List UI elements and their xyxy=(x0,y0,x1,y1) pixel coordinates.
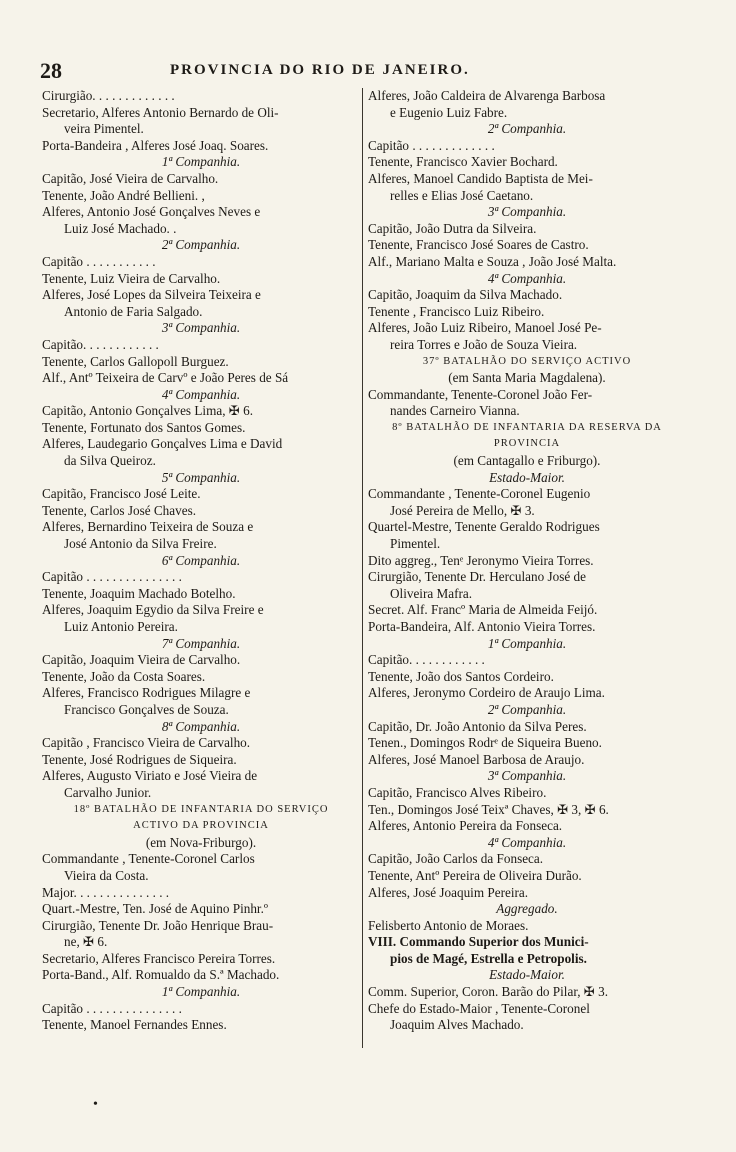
entry-line: Capitão, João Dutra da Silveira. xyxy=(368,220,537,236)
entry-line: Alferes, José Manoel Barbosa de Araujo. xyxy=(368,751,585,767)
entry-line: Chefe do Estado-Maior , Tenente-Coronel xyxy=(368,1000,590,1016)
ink-speck: • xyxy=(93,1097,98,1112)
location-note: (em Nova-Friburgo). xyxy=(145,834,257,850)
entry-line: Capitão, João Carlos da Fonseca. xyxy=(368,851,544,867)
entry-line: Alferes, Francisco Rodrigues Milagre e xyxy=(42,685,251,701)
section-heading: 3ª Companhia. xyxy=(161,320,241,336)
entry-line: Alferes, Bernardino Teixeira de Souza e xyxy=(42,519,254,535)
entry-continuation: reira Torres e João de Souza Vieira. xyxy=(390,336,578,352)
section-heading: 1ª Companhia. xyxy=(487,635,567,651)
entry-line: Alferes, Jeronymo Cordeiro de Araujo Lima. xyxy=(368,685,605,701)
entry-line: Capitão . . . . . . . . . . . . . . . xyxy=(42,1000,182,1016)
entry-line: Tenente, Fortunato dos Santos Gomes. xyxy=(42,419,246,435)
entry-continuation: Luiz José Machado. . xyxy=(64,220,177,236)
entry-line: Tenente, João dos Santos Cordeiro. xyxy=(368,668,554,684)
entry-line: Tenente, Manoel Fernandes Ennes. xyxy=(42,1017,227,1033)
entry-continuation: Carvalho Junior. xyxy=(64,784,152,800)
entry-line: Alferes, Augusto Viriato e José Vieira de xyxy=(42,768,258,784)
column-divider xyxy=(362,88,363,1048)
entry-line: Capitão . . . . . . . . . . . . . xyxy=(368,137,495,153)
entry-line: Alferes, Joaquim Egydio da Silva Freire e xyxy=(42,602,264,618)
entry-line: Porta-Bandeira , Alferes José Joaq. Soares. xyxy=(42,137,269,153)
section-heading: 2ª Companhia. xyxy=(487,701,567,717)
section-heading: 1ª Companhia. xyxy=(161,984,241,1000)
entry-line: Alferes, Laudegario Gonçalves Lima e David xyxy=(42,436,283,452)
section-heading: 1ª Companhia. xyxy=(161,154,241,170)
location-note: (em Cantagallo e Friburgo). xyxy=(453,453,601,469)
entry-line: Commandante, Tenente-Coronel João Fer- xyxy=(368,386,593,402)
entry-line: Tenente, Carlos José Chaves. xyxy=(42,502,196,518)
entry-line: Dito aggreg., Tenᵉ Jeronymo Vieira Torres. xyxy=(368,552,594,568)
entry-line: Ten., Domingos José Teixª Chaves, ✠ 3, ✠ 6. xyxy=(368,801,609,817)
entry-line: Alferes, João Caldeira de Alvarenga Barbosa xyxy=(368,88,606,103)
section-heading: Aggregado. xyxy=(496,901,558,917)
entry-continuation: da Silva Queiroz. xyxy=(64,453,156,469)
entry-continuation: José Antonio da Silva Freire. xyxy=(64,536,217,552)
entry-continuation: Francisco Gonçalves de Souza. xyxy=(64,701,229,717)
section-heading: 5ª Companhia. xyxy=(161,469,241,485)
battalion-heading: 18º BATALHÃO DE INFANTARIA DO SERVIÇO xyxy=(73,803,329,815)
entry-line: Tenen., Domingos Rodrᵉ de Siqueira Bueno. xyxy=(368,735,602,751)
entry-line: Capitão. . . . . . . . . . . . xyxy=(368,652,485,668)
battalion-heading: 37º BATALHÃO DO SERVIÇO ACTIVO xyxy=(422,355,632,367)
entry-continuation: Vieira da Costa. xyxy=(64,867,149,883)
entry-continuation: veira Pimentel. xyxy=(64,121,144,137)
entry-line: Alferes, José Joaquim Pereira. xyxy=(368,884,529,900)
section-heading: Estado-Maior. xyxy=(489,967,565,983)
entry-line: Commandante , Tenente-Coronel Eugenio xyxy=(368,486,591,502)
section-heading: Estado-Maior. xyxy=(489,469,565,485)
entry-line: Cirurgião. . . . . . . . . . . . . xyxy=(42,88,175,103)
entry-line: Capitão, Francisco José Leite. xyxy=(42,486,201,502)
entry-line: Tenente, Luiz Vieira de Carvalho. xyxy=(42,270,221,286)
entry-line: Secret. Alf. Francº Maria de Almeida Feijó. xyxy=(368,602,598,618)
entry-line: Porta-Bandeira, Alf. Antonio Vieira Torres. xyxy=(368,619,596,634)
section-heading: 3ª Companhia. xyxy=(487,204,567,220)
page-header xyxy=(40,58,700,84)
entry-line: Tenente, Carlos Gallopoll Burguez. xyxy=(42,353,229,369)
entry-continuation: Joaquim Alves Machado. xyxy=(390,1017,524,1033)
entry-line: Capitão, Joaquim Vieira de Carvalho. xyxy=(42,652,241,668)
section-heading: 2ª Companhia. xyxy=(161,237,241,253)
command-heading: VIII. Commando Superior dos Munici- xyxy=(368,934,589,950)
entry-line: Quart.-Mestre, Ten. José de Aquino Pinhr.º xyxy=(42,901,268,917)
entry-line: Cirurgião, Tenente Dr. Herculano José de xyxy=(368,569,586,585)
section-heading: 7ª Companhia. xyxy=(161,635,241,651)
page-number: 28 xyxy=(40,58,62,83)
entry-line: Tenente, João André Bellieni. , xyxy=(42,187,205,203)
left-column xyxy=(42,88,360,1034)
entry-line: Alferes, João Luiz Ribeiro, Manoel José Pe- xyxy=(368,320,602,336)
entry-continuation: Antonio de Faria Salgado. xyxy=(64,303,203,319)
entry-continuation: ne, ✠ 6. xyxy=(64,934,108,950)
section-heading: 4ª Companhia. xyxy=(487,834,567,850)
entry-line: Porta-Band., Alf. Romualdo da S.ª Machado. xyxy=(42,967,280,983)
entry-line: Capitão , Francisco Vieira de Carvalho. xyxy=(42,735,251,751)
entry-line: Cirurgião, Tenente Dr. João Henrique Brau- xyxy=(42,917,274,933)
entry-line: Tenente, Antº Pereira de Oliveira Durão. xyxy=(368,867,582,883)
battalion-heading: ACTIVO DA PROVINCIA xyxy=(133,820,269,832)
battalion-heading: 8º BATALHÃO DE INFANTARIA DA RESERVA DA xyxy=(392,421,662,433)
entry-line: Tenente, Francisco Xavier Bochard. xyxy=(368,154,558,170)
entry-line: Capitão, Antonio Gonçalves Lima, ✠ 6. xyxy=(42,403,254,419)
section-heading: 6ª Companhia. xyxy=(161,552,241,568)
entry-line: Secretario, Alferes Francisco Pereira Torres. xyxy=(42,950,276,966)
entry-line: Felisberto Antonio de Moraes. xyxy=(368,917,529,933)
entry-continuation: nandes Carneiro Vianna. xyxy=(390,403,520,419)
entry-line: Capitão . . . . . . . . . . . xyxy=(42,253,156,269)
entry-line: Alf., Antº Teixeira de Carvº e João Peres de Sá xyxy=(42,370,289,386)
entry-line: Capitão, José Vieira de Carvalho. xyxy=(42,170,219,186)
entry-continuation: Pimentel. xyxy=(390,536,441,552)
entry-line: Capitão. . . . . . . . . . . . xyxy=(42,336,159,352)
entry-continuation: relles e Elias José Caetano. xyxy=(390,187,534,203)
entry-continuation: Oliveira Mafra. xyxy=(390,585,473,601)
entry-continuation: Luiz Antonio Pereira. xyxy=(64,619,178,634)
entry-line: Capitão, Joaquim da Silva Machado. xyxy=(368,287,563,303)
entry-line: Tenente, Joaquim Machado Botelho. xyxy=(42,585,236,601)
entry-line: Capitão . . . . . . . . . . . . . . . xyxy=(42,569,182,585)
entry-line: Secretario, Alferes Antonio Bernardo de Oli- xyxy=(42,104,279,120)
battalion-heading: PROVINCIA xyxy=(493,438,561,450)
section-heading: 4ª Companhia. xyxy=(487,270,567,286)
location-note: (em Santa Maria Magdalena). xyxy=(448,370,606,386)
entry-line: Tenente, Francisco José Soares de Castro. xyxy=(368,237,589,253)
section-heading: 3ª Companhia. xyxy=(487,768,567,784)
section-heading: 2ª Companhia. xyxy=(487,121,567,137)
entry-line: Tenente , Francisco Luiz Ribeiro. xyxy=(368,303,545,319)
entry-line: Alferes, Manoel Candido Baptista de Mei- xyxy=(368,170,593,186)
entry-continuation: José Pereira de Mello, ✠ 3. xyxy=(390,502,535,518)
command-heading-continuation: pios de Magé, Estrella e Petropolis. xyxy=(390,950,587,966)
entry-line: Major. . . . . . . . . . . . . . . xyxy=(42,884,170,900)
right-column xyxy=(368,88,686,1034)
entry-line: Quartel-Mestre, Tenente Geraldo Rodrigues xyxy=(368,519,600,535)
entry-continuation: e Eugenio Luiz Fabre. xyxy=(390,104,508,120)
entry-line: Alferes, Antonio José Gonçalves Neves e xyxy=(42,204,261,220)
entry-line: Tenente, João da Costa Soares. xyxy=(42,668,206,684)
entry-line: Comm. Superior, Coron. Barão do Pilar, ✠ 3. xyxy=(368,984,609,1000)
entry-line: Alf., Mariano Malta e Souza , João José Malta. xyxy=(368,253,617,269)
entry-line: Alferes, José Lopes da Silveira Teixeira e xyxy=(42,287,261,303)
entry-line: Tenente, José Rodrigues de Siqueira. xyxy=(42,751,237,767)
entry-line: Commandante , Tenente-Coronel Carlos xyxy=(42,851,255,867)
entry-line: Alferes, Antonio Pereira da Fonseca. xyxy=(368,818,563,834)
section-heading: 4ª Companhia. xyxy=(161,386,241,402)
entry-line: Capitão, Dr. João Antonio da Silva Peres. xyxy=(368,718,587,734)
running-title: PROVINCIA DO RIO DE JANEIRO. xyxy=(170,62,470,78)
section-heading: 8ª Companhia. xyxy=(161,718,241,734)
entry-line: Capitão, Francisco Alves Ribeiro. xyxy=(368,784,547,800)
